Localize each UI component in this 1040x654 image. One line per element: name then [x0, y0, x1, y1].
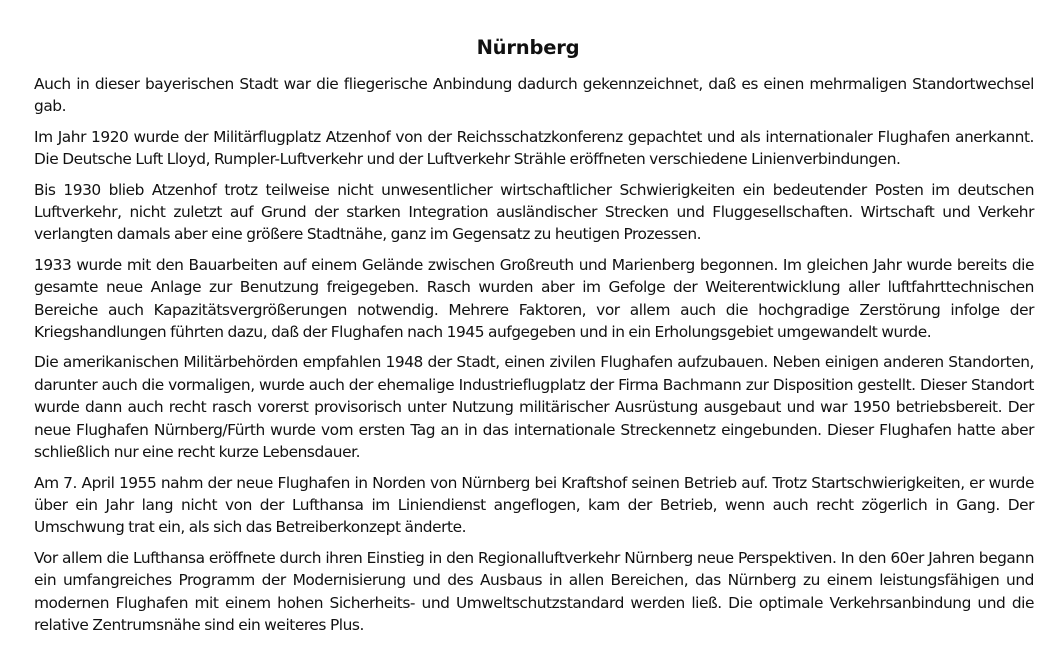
- article-body: [34, 73, 1034, 636]
- paragraph: Im Jahr 1920 wurde der Militärflugplatz Atzenhof von der Reichsschatzkonferenz gepachtet und als internationaler Flughafen anerkannt. Die Deutsche Luft Lloyd, Rumpler-Luftverkehr und der Luftverkehr Strähle eröffneten verschiedene Linienverbindungen.: [34, 127, 1034, 169]
- paragraph: Vor allem die Lufthansa eröffnete durch ihren Einstieg in den Regionalluftverkehr Nürnberg neue Perspektiven. In den 60er Jahren begann ein umfangreiches Programm der Modernisierung und des Ausbaus in allen Bereichen, das Nürnberg zu einem leistungsfähigen und modernen Flughafen mit einem hohen Sicherheits- und Umweltschutzstandard werden ließ. Die optimale Verkehrsanbindung und die relative Zentrumsnähe sind ein weiteres Plus.: [34, 548, 1034, 634]
- paragraph: Am 7. April 1955 nahm der neue Flughafen in Norden von Nürnberg bei Kraftshof seinen Betrieb auf. Trotz Startschwierigkeiten, er wurde über ein Jahr lang nicht von der Lufthansa im Liniendienst angeflogen, kam der Betrieb, wenn auch recht zögerlich in Gang. Der Umschwung trat ein, als sich das Betreiberkonzept änderte.: [34, 473, 1034, 537]
- paragraph: Die amerikanischen Militärbehörden empfahlen 1948 der Stadt, einen zivilen Flughafen aufzubauen. Neben einigen anderen Standorten, darunter auch die vormaligen, wurde auch der ehemalige Industrieflugplatz der Firma Bachmann zur Disposition gestellt. Dieser Standort wurde dann auch recht rasch vorerst provisorisch unter Nutzung militärischer Ausrüstung ausgebaut und war 1950 betriebsbereit. Der neue Flughafen Nürnberg/Fürth wurde vom ersten Tag an in das internationale Streckennetz eingebunden. Dieser Flughafen hatte aber schließlich nur eine recht kurze Lebensdauer.: [34, 353, 1034, 462]
- page-title: Nürnberg: [476, 36, 580, 59]
- paragraph: 1933 wurde mit den Bauarbeiten auf einem Gelände zwischen Großreuth und Marienberg begonnen. Im gleichen Jahr wurde bereits die gesamte neue Anlage zur Benutzung freigegeben. Rasch wurden aber im Gefolge der Weiterentwicklung aller luftfahrttechnischen Bereiche auch Kapazitätsvergrößerungen notwendig. Mehrere Faktoren, vor allem auch die hochgradige Zerstörung infolge der Kriegshandlungen führten dazu, daß der Flughafen nach 1945 aufgegeben und in ein Erholungsgebiet umgewandelt wurde.: [34, 255, 1034, 342]
- paragraph: Bis 1930 blieb Atzenhof trotz teilweise nicht unwesentlicher wirtschaftlicher Schwierigkeiten ein bedeutender Posten im deutschen Luftverkehr, nicht zuletzt auf Grund der starken Integration ausländischer Strecken und Fluggesellschaften. Wirtschaft und Verkehr verlangten damals aber eine größere Stadtnähe, ganz im Gegensatz zu heutigen Prozessen.: [34, 180, 1034, 244]
- paragraph: Auch in dieser bayerischen Stadt war die fliegerische Anbindung dadurch gekennzeichnet, daß es einen mehrmaligen Standortwechsel gab.: [34, 75, 1034, 116]
